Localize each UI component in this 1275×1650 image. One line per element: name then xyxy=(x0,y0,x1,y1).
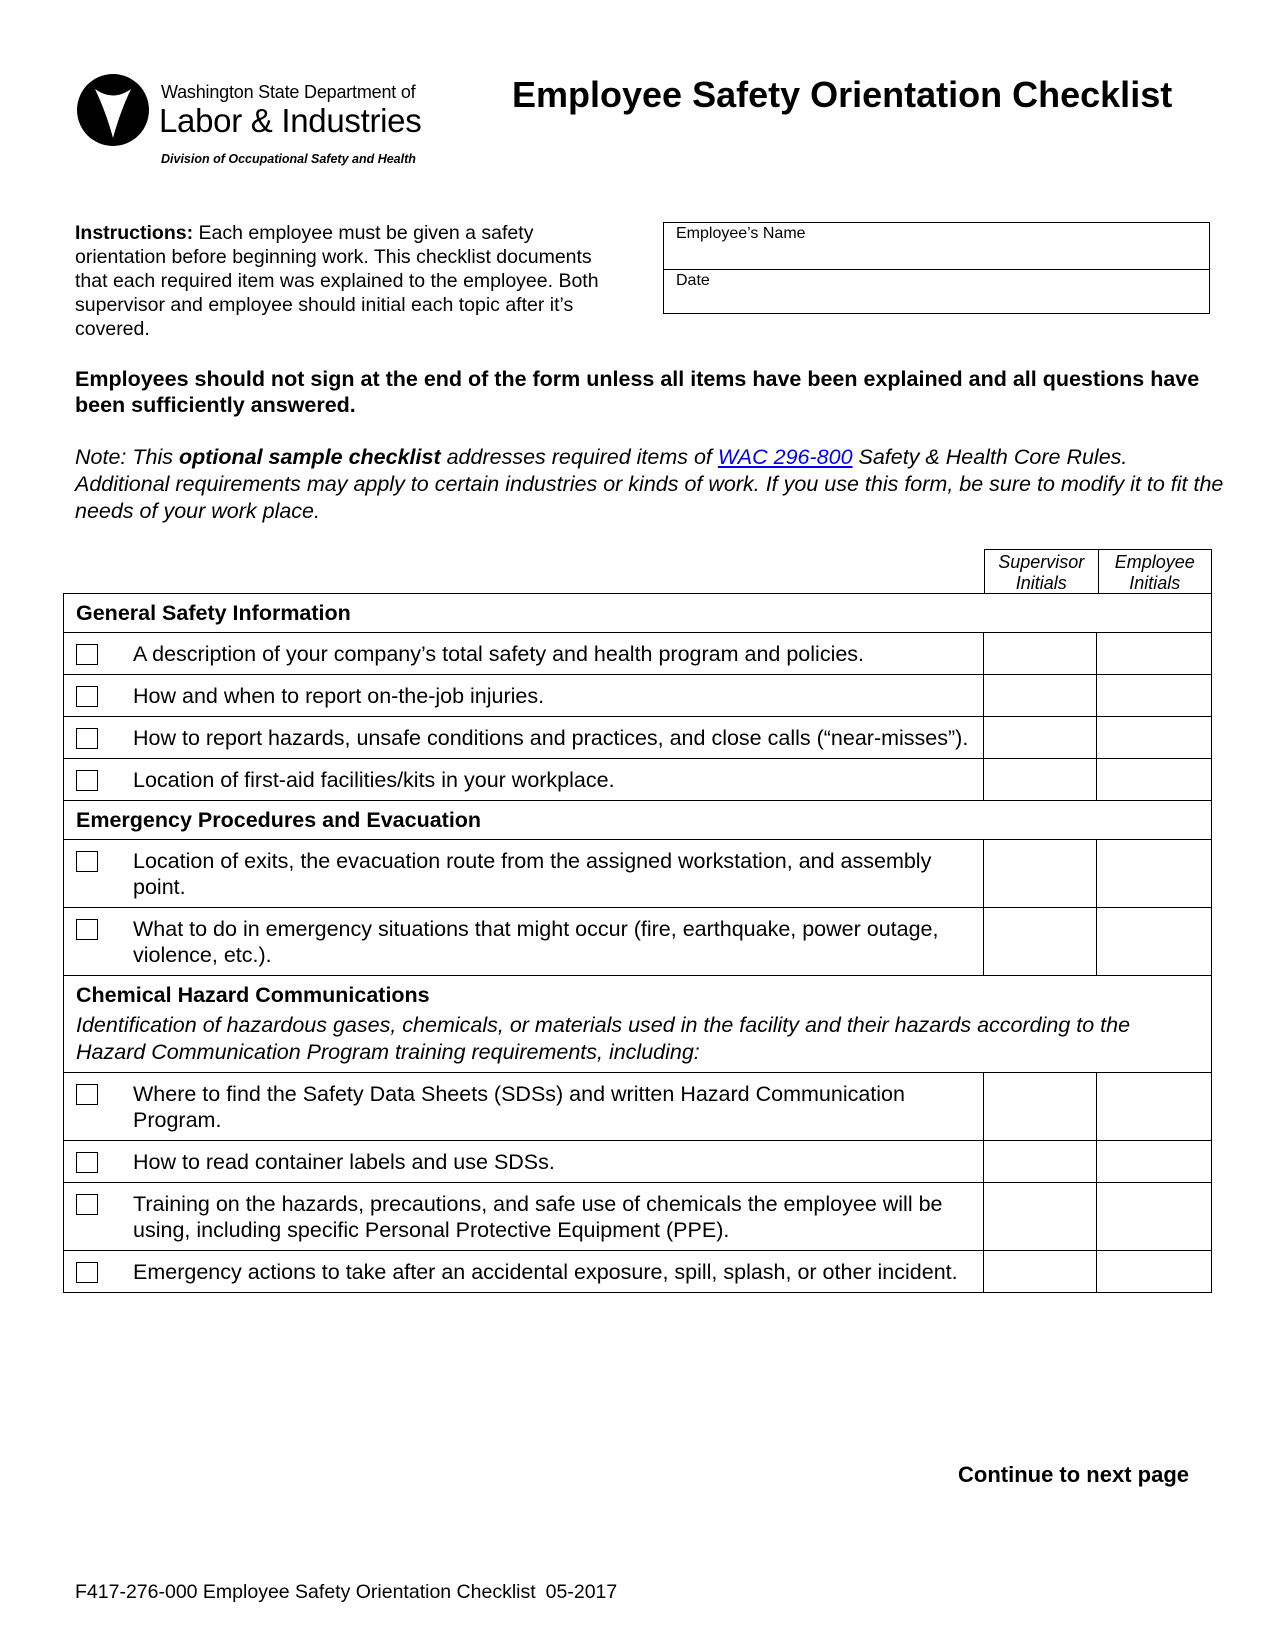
supervisor-initials-cell[interactable] xyxy=(983,759,1096,800)
date-label: Date xyxy=(676,272,710,289)
checkbox[interactable] xyxy=(76,1194,98,1215)
checklist-item xyxy=(64,717,983,758)
checklist-item-label: How to read container labels and use SDSs. xyxy=(133,1150,555,1174)
initials-header xyxy=(984,549,1212,593)
checklist-item-label: What to do in emergency situations that might occur (fire, earthquake, power outage, violence, etc.). xyxy=(133,917,939,967)
supervisor-initials-cell[interactable] xyxy=(983,675,1096,716)
date-field[interactable] xyxy=(664,269,1209,315)
instructions-text: Each employee must be given a safety orientation before beginning work. This checklist documents that each required item was explained to the employee. Both supervisor and employee should initial each topic after it’s covered. xyxy=(75,222,599,340)
section-title: Emergency Procedures and Evacuation xyxy=(76,808,482,832)
note-emphasis: optional sample checklist xyxy=(178,445,441,469)
supervisor-initials-cell[interactable] xyxy=(983,1183,1096,1250)
employee-initials-cell[interactable] xyxy=(1096,1141,1210,1182)
checklist-item xyxy=(64,675,983,716)
checklist-item xyxy=(64,1141,983,1182)
supervisor-initials-cell[interactable] xyxy=(983,1251,1096,1292)
checkbox[interactable] xyxy=(76,644,98,665)
agency-logo xyxy=(73,72,433,172)
employee-initials-cell[interactable] xyxy=(1096,717,1210,758)
checklist-item xyxy=(64,840,983,907)
checkbox[interactable] xyxy=(76,919,98,940)
checkbox[interactable] xyxy=(76,1262,98,1283)
supervisor-initials-cell[interactable] xyxy=(983,1141,1096,1182)
lni-logo-icon xyxy=(73,72,153,148)
checklist-item xyxy=(64,1073,983,1140)
checkbox[interactable] xyxy=(76,1152,98,1173)
checklist-item xyxy=(64,1183,983,1250)
checklist-item-label: Location of exits, the evacuation route from the assigned workstation, and assembly point. xyxy=(133,849,932,899)
checklist-row xyxy=(64,840,1211,908)
checklist-item-label: Where to find the Safety Data Sheets (SDSs) and written Hazard Communication Program. xyxy=(133,1082,905,1132)
employee-initials-cell[interactable] xyxy=(1096,1183,1210,1250)
employee-initials-cell[interactable] xyxy=(1096,908,1210,975)
section-header xyxy=(64,594,1211,633)
note xyxy=(75,444,1225,525)
instructions xyxy=(75,221,615,341)
section-title: Chemical Hazard Communications xyxy=(76,983,430,1007)
checklist-item-label: Emergency actions to take after an accidental exposure, spill, splash, or other incident. xyxy=(133,1260,958,1284)
employee-initials-cell[interactable] xyxy=(1096,840,1210,907)
checklist-row xyxy=(64,1073,1211,1141)
checkbox[interactable] xyxy=(76,851,98,872)
supervisor-initials-header: Supervisor Initials xyxy=(985,550,1099,593)
continue-note: Continue to next page xyxy=(958,1462,1189,1487)
form-date: 05-2017 xyxy=(545,1581,618,1603)
checkbox[interactable] xyxy=(76,1084,98,1105)
agency-name: Labor & Industries xyxy=(159,102,422,139)
checklist-item xyxy=(64,759,983,800)
signature-warning: Employees should not sign at the end of the form unless all items have been explained and all questions have been sufficiently answered. xyxy=(75,367,1200,417)
agency-division: Division of Occupational Safety and Health xyxy=(161,152,416,166)
checklist-row xyxy=(64,1141,1211,1183)
supervisor-initials-cell[interactable] xyxy=(983,1073,1096,1140)
checklist-item-label: How to report hazards, unsafe conditions and practices, and close calls (“near-misses”). xyxy=(133,726,969,750)
wac-link[interactable]: WAC 296-800 xyxy=(717,445,853,469)
note-suffix: Safety & Health Core Rules. Additional requirements may apply to certain industries or kinds of work. If you use this form, be sure to modify it to fit the needs of your work place. xyxy=(75,445,1224,523)
note-prefix: Note: This xyxy=(75,445,179,469)
checklist-item xyxy=(64,633,983,674)
employee-initials-cell[interactable] xyxy=(1096,633,1210,674)
checklist-row xyxy=(64,717,1211,759)
section-header xyxy=(64,801,1211,840)
checklist-item xyxy=(64,908,983,975)
form-number: F417-276-000 Employee Safety Orientation Checklist xyxy=(75,1581,536,1603)
footer xyxy=(75,1581,617,1604)
employee-initials-cell[interactable] xyxy=(1096,1073,1210,1140)
agency-line-1: Washington State Department of xyxy=(161,82,416,102)
checklist-item-label: Location of first-aid facilities/kits in your workplace. xyxy=(133,768,615,792)
supervisor-initials-cell[interactable] xyxy=(983,717,1096,758)
checklist-row xyxy=(64,633,1211,675)
supervisor-initials-cell[interactable] xyxy=(983,633,1096,674)
section-header xyxy=(64,976,1211,1073)
checkbox[interactable] xyxy=(76,686,98,707)
supervisor-initials-cell[interactable] xyxy=(983,840,1096,907)
checklist-row xyxy=(64,675,1211,717)
checklist-item-label: How and when to report on-the-job injuries. xyxy=(133,684,545,708)
instructions-label: Instructions: xyxy=(75,222,194,244)
checklist-row xyxy=(64,1251,1211,1292)
employee-name-label: Employee’s Name xyxy=(676,225,806,242)
section-subtitle: Identification of hazardous gases, chemicals, or materials used in the facility and their hazards according to the Hazard Communication Program training requirements, including: xyxy=(76,1013,1131,1064)
checklist-row xyxy=(64,908,1211,976)
employee-initials-cell[interactable] xyxy=(1096,675,1210,716)
checklist-table xyxy=(63,593,1212,1293)
employee-initials-header: Employee Initials xyxy=(1114,552,1195,593)
form-title: Employee Safety Orientation Checklist xyxy=(512,74,1173,115)
employee-initials-cell[interactable] xyxy=(1096,1251,1210,1292)
employee-info-box xyxy=(663,222,1210,314)
employee-initials-cell[interactable] xyxy=(1096,759,1210,800)
checklist-item-label: A description of your company’s total safety and health program and policies. xyxy=(133,642,865,666)
employee-name-field[interactable] xyxy=(664,223,1209,269)
checklist-item xyxy=(64,1251,983,1292)
supervisor-initials-cell[interactable] xyxy=(983,908,1096,975)
checkbox[interactable] xyxy=(76,728,98,749)
checklist-row xyxy=(64,759,1211,801)
checkbox[interactable] xyxy=(76,770,98,791)
checklist-row xyxy=(64,1183,1211,1251)
checklist-item-label: Training on the hazards, precautions, and safe use of chemicals the employee will be using, including specific Personal Protective Equipment (PPE). xyxy=(133,1192,943,1242)
note-middle: addresses required items of xyxy=(440,445,718,469)
section-title: General Safety Information xyxy=(76,601,351,625)
